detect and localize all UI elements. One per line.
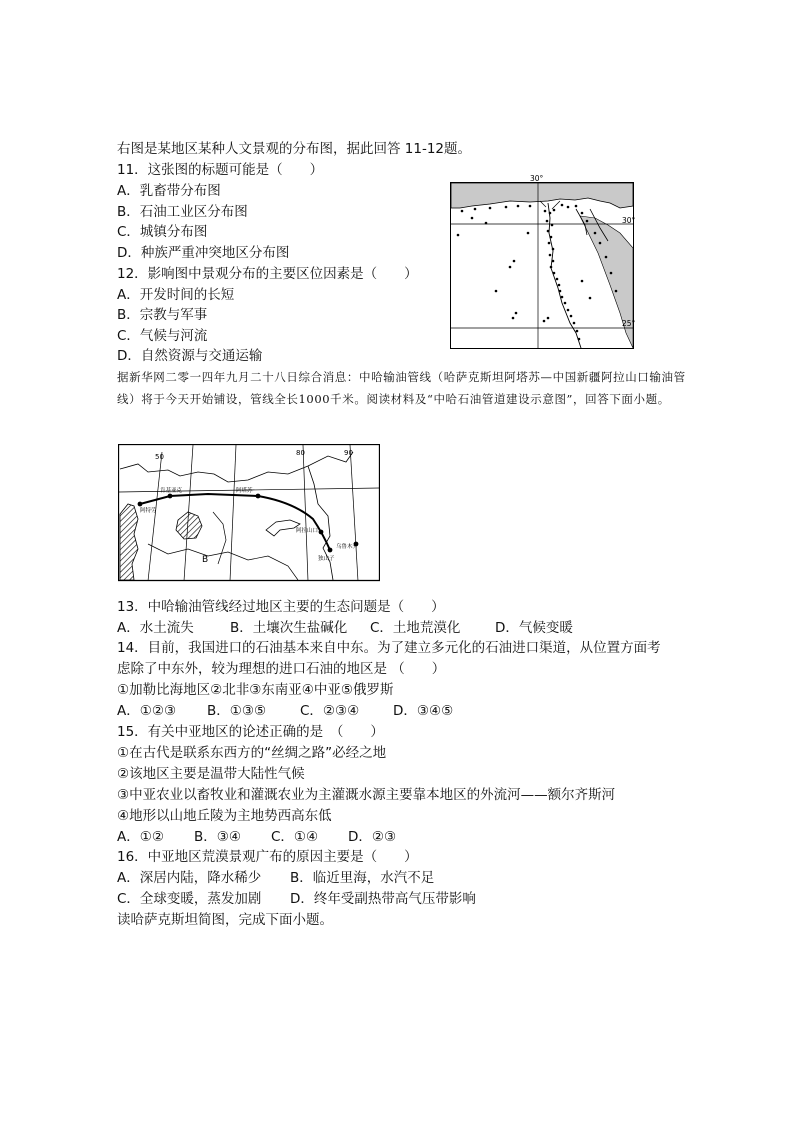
q15-option-d: D．②③ — [348, 829, 397, 845]
q16-options-row2 — [117, 889, 476, 909]
q11-12-intro: 右图是某地区某种人文景观的分布图，据此回答 11-12题。 — [117, 141, 472, 157]
q13-option-a: A．水土流失 — [117, 620, 194, 636]
q15-item-3: ③中亚农业以畜牧业和灌溉农业为主灌溉水源主要靠本地区的外流河——额尔齐斯河 — [117, 787, 616, 803]
q16-option-c: C．全球变暖，蒸发加剧 — [117, 891, 262, 907]
q11-option-a: A．乳畜带分布图 — [117, 183, 221, 199]
q11-option-c: C．城镇分布图 — [117, 224, 208, 240]
q12-option-b: B．宗教与军事 — [117, 307, 208, 323]
q14-stem-line2: 虑除了中东外，较为理想的进口石油的地区是 （ ） — [117, 661, 446, 677]
map2-lon-90: 90 — [344, 449, 353, 457]
q15-option-a: A．①② — [117, 829, 164, 845]
q11-stem: 11．这张图的标题可能是（ ） — [117, 162, 324, 178]
map2-city-atyrau: 阿特劳 — [140, 508, 157, 514]
q14-stem-line1: 14．目前，我国进口的石油基本来自中东。为了建立多元化的石油进口渠道，从位置方面考 — [117, 640, 661, 656]
q16-option-a: A．深居内陆，降水稀少 — [117, 870, 262, 886]
map1-lat-mid: 30° — [622, 216, 636, 225]
map2-label-b: B — [202, 555, 209, 565]
q15-item-2: ②该地区主要是温带大陆性气候 — [117, 766, 305, 782]
q14-option-a: A．①②③ — [117, 703, 177, 719]
q13-option-b: B．土壤次生盐碱化 — [230, 620, 348, 636]
map2-city-atasu: 阿塔苏 — [236, 488, 253, 494]
map1-lat-bottom: 25° — [622, 319, 636, 328]
q16-options-row1 — [117, 868, 434, 888]
pipeline-map — [118, 444, 380, 582]
q15-option-c: C．①④ — [271, 829, 319, 845]
q13-option-c: C．土地荒漠化 — [370, 620, 461, 636]
q14-option-c: C．②③④ — [300, 703, 360, 719]
map2-lon-80: 80 — [296, 449, 305, 457]
q15-item-4: ④地形以山地丘陵为主地势西高东低 — [117, 808, 332, 824]
map2-city-dushanzi: 独山子 — [318, 556, 335, 562]
q14-items: ①加勒比海地区②北非③东南亚④中亚⑤俄罗斯 — [117, 682, 394, 698]
q11-option-b: B．石油工业区分布图 — [117, 204, 248, 220]
q16-option-b: B．临近里海，水汽不足 — [290, 870, 435, 886]
q15-item-1: ①在古代是联系东西方的“丝绸之路”必经之地 — [117, 745, 387, 761]
q11-option-d: D．种族严重冲突地区分布图 — [117, 245, 290, 261]
q12-option-c: C．气候与河流 — [117, 328, 208, 344]
map2-city-urumqi: 乌鲁木齐 — [336, 544, 359, 550]
map2-city-alashankou: 阿拉山口 — [296, 528, 319, 534]
q16-option-d: D．终年受副热带高气压带影响 — [290, 891, 476, 907]
q15-option-b: B．③④ — [194, 829, 241, 845]
map2-lon-50: 50 — [155, 453, 164, 461]
q12-option-a: A．开发时间的长短 — [117, 287, 235, 303]
q14-option-b: B．①③⑤ — [207, 703, 267, 719]
q16-stem: 16．中亚地区荒漠景观广布的原因主要是（ ） — [117, 849, 418, 865]
q13-options — [117, 618, 573, 638]
q13-option-d: D．气候变暖 — [495, 620, 573, 636]
q14-option-d: D．③④⑤ — [393, 703, 454, 719]
q15-options — [117, 827, 396, 847]
nile-distribution-map — [450, 173, 640, 351]
q12-stem: 12．影响图中景观分布的主要区位因素是（ ） — [117, 266, 418, 282]
q15-stem: 15．有关中亚地区的论述正确的是 （ ） — [117, 724, 384, 740]
closing-instruction: 读哈萨克斯坦简图，完成下面小题。 — [117, 912, 333, 928]
pipeline-intro: 据新华网二零一四年九月二十八日综合消息：中哈输油管线（哈萨克斯坦阿塔苏—中国新疆阿拉山口输油管线）将于今天开始铺设，管线全长1000千米。阅读材料及“中哈石油管道建设示意图”，回答下面小题。 — [117, 370, 686, 406]
map1-lat-top: 30° — [530, 174, 544, 183]
q14-options — [117, 701, 453, 721]
q13-stem: 13．中哈输油管线经过地区主要的生态问题是（ ） — [117, 599, 445, 615]
map2-city-kentiyak: 肯基亚克 — [160, 488, 183, 494]
q12-option-d: D．自然资源与交通运输 — [117, 348, 263, 364]
